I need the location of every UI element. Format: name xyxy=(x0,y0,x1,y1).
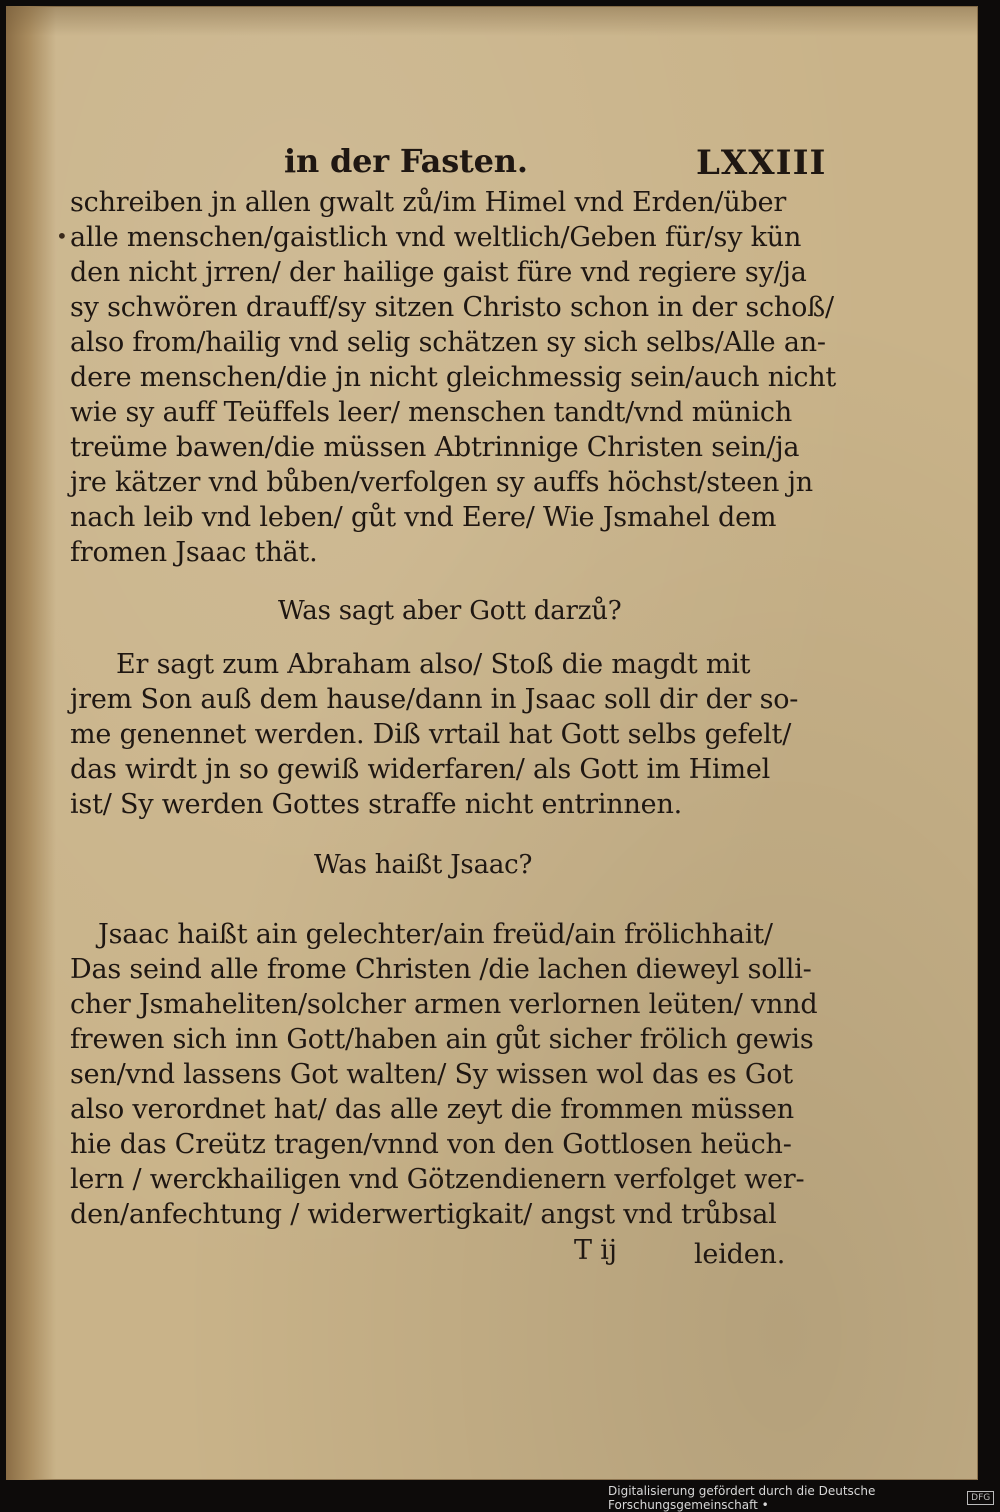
answer-line: ist/ Sy werden Gottes straffe nicht entrinnen. xyxy=(70,789,683,820)
book-page xyxy=(6,6,978,1480)
answer-line: also verordnet hat/ das alle zeyt die frommen müssen xyxy=(70,1094,794,1125)
body-line: den nicht jrren/ der hailige gaist füre vnd regiere sy/ja xyxy=(70,257,807,288)
body-line: sy schwören drauff/sy sitzen Christo schon in der schoß/ xyxy=(70,292,834,323)
running-title: in der Fasten. xyxy=(284,142,528,180)
catchword: leiden. xyxy=(694,1239,786,1270)
answer-line: Das seind alle frome Christen /die lachen dieweyl solli- xyxy=(70,954,812,985)
answer-line: hie das Creütz tragen/vnnd von den Gottlosen heüch- xyxy=(70,1129,792,1160)
body-line: treüme bawen/die müssen Abtrinnige Christen sein/ja xyxy=(70,432,800,463)
digitization-credit xyxy=(608,1484,994,1512)
answer-line: lern / werckhailigen vnd Götzendienern verfolget wer- xyxy=(70,1164,805,1195)
answer-line: frewen sich inn Gott/haben ain gůt sicher frölich gewis xyxy=(70,1024,814,1055)
answer-line: den/anfechtung / widerwertigkait/ angst vnd trůbsal xyxy=(70,1199,777,1230)
answer-line: jrem Son auß dem hause/dann in Jsaac soll dir der so- xyxy=(70,684,799,715)
question-heading: Was sagt aber Gott darzů? xyxy=(278,596,622,626)
body-line: fromen Jsaac thät. xyxy=(70,537,318,568)
question-heading: Was haißt Jsaac? xyxy=(314,850,533,880)
dfg-logo: DFG xyxy=(967,1491,994,1505)
answer-line: me genennet werden. Diß vrtail hat Gott selbs gefelt/ xyxy=(70,719,792,750)
answer-line: das wirdt jn so gewiß widerfaren/ als Gott im Himel xyxy=(70,754,771,785)
body-line: schreiben jn allen gwalt zů/im Himel vnd Erden/über xyxy=(70,187,787,218)
page-text xyxy=(6,6,978,1480)
folio-number: LXXIII xyxy=(696,143,827,183)
answer-line: Jsaac haißt ain gelechter/ain freüd/ain frölichhait/ xyxy=(98,919,773,950)
margin-mark: • xyxy=(56,224,68,248)
body-line: wie sy auff Teüffels leer/ menschen tandt/vnd münich xyxy=(70,397,793,428)
signature-mark: T ij xyxy=(574,1235,617,1266)
body-line: also from/hailig vnd selig schätzen sy sich selbs/Alle an- xyxy=(70,327,826,358)
answer-line: Er sagt zum Abraham also/ Stoß die magdt mit xyxy=(116,649,751,680)
body-line: dere menschen/die jn nicht gleichmessig sein/auch nicht xyxy=(70,362,837,393)
body-line: nach leib vnd leben/ gůt vnd Eere/ Wie Jsmahel dem xyxy=(70,502,777,533)
credit-text: Digitalisierung gefördert durch die Deutsche Forschungsgemeinschaft • xyxy=(608,1484,876,1512)
answer-line: cher Jsmaheliten/solcher armen verlornen leüten/ vnnd xyxy=(70,989,818,1020)
body-line: alle menschen/gaistlich vnd weltlich/Geben für/sy kün xyxy=(70,222,802,253)
body-line: jre kätzer vnd bůben/verfolgen sy auffs höchst/steen jn xyxy=(70,467,813,498)
answer-line: sen/vnd lassens Got walten/ Sy wissen wol das es Got xyxy=(70,1059,793,1090)
